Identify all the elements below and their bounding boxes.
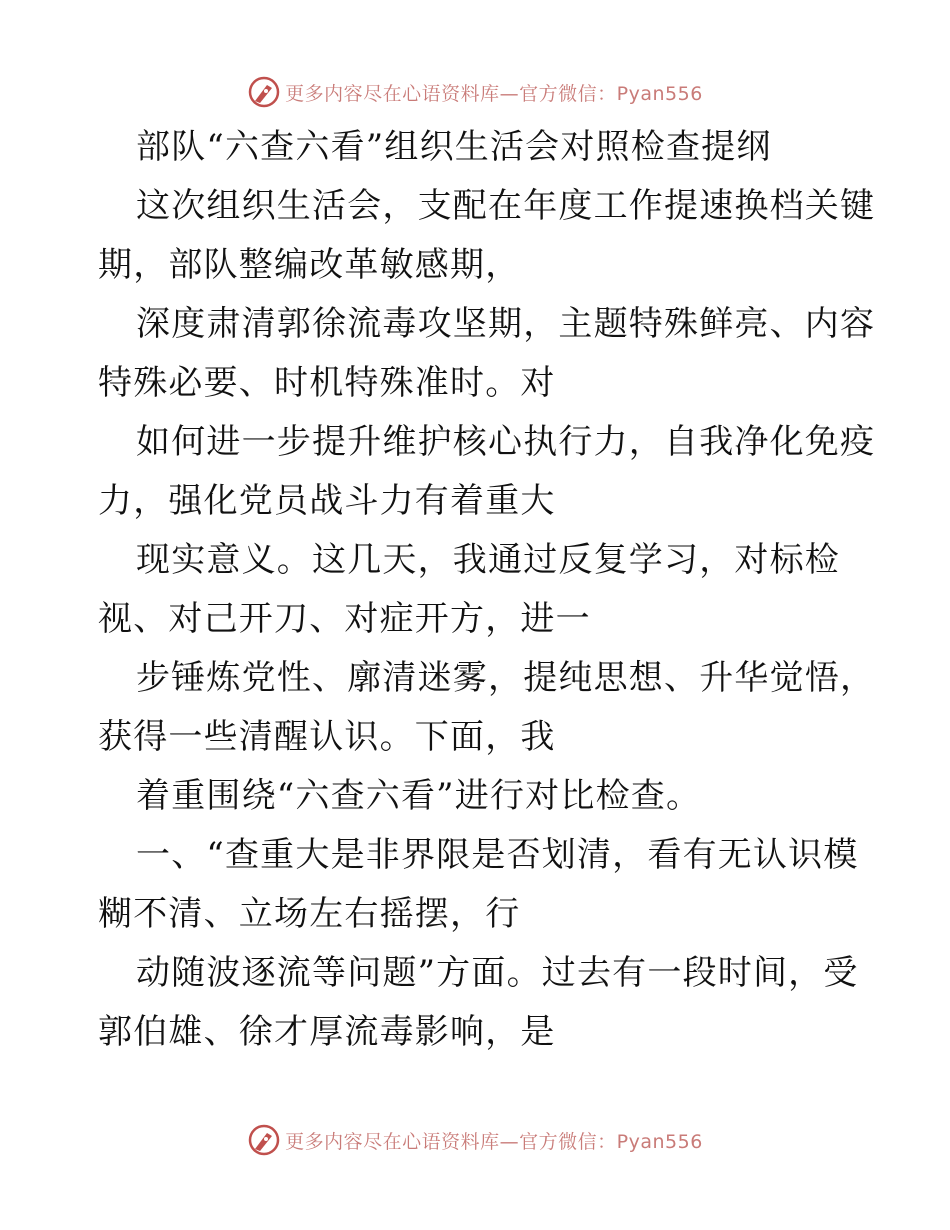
- paragraph-line: 郭伯雄、徐才厚流毒影响，是: [98, 1012, 556, 1052]
- paragraph-line: 获得一些清醒认识。下面，我: [98, 717, 556, 757]
- pen-nib-icon: [247, 1123, 281, 1157]
- header-text: 更多内容尽在心语资料库—官方微信：Pyan556: [285, 82, 703, 105]
- pen-nib-icon: [247, 75, 281, 109]
- document-title: 部队“六查六看”组织生活会对照检查提纲: [136, 127, 772, 167]
- paragraph-line: 现实意义。这几天，我通过反复学习，对标检: [136, 540, 840, 580]
- document-body: [98, 118, 876, 1062]
- paragraph-line: 这次组织生活会，支配在年度工作提速换档关键: [136, 186, 876, 226]
- paragraph-line: 力，强化党员战斗力有着重大: [98, 481, 556, 521]
- paragraph-line: 如何进一步提升维护核心执行力，自我净化免疫: [136, 422, 876, 462]
- paragraph-line: 期，部队整编改革敏感期，: [98, 245, 521, 285]
- watermark-footer: [0, 1120, 950, 1160]
- paragraph-line: 特殊必要、时机特殊准时。对: [98, 363, 556, 403]
- paragraph-line: 步锤炼党性、廓清迷雾，提纯思想、升华觉悟，: [136, 658, 876, 698]
- watermark-header: [0, 72, 950, 112]
- section-heading-line: 一、“查重大是非界限是否划清，看有无认识模: [136, 835, 859, 875]
- footer-text: 更多内容尽在心语资料库—官方微信：Pyan556: [285, 1130, 703, 1153]
- paragraph-line: 着重围绕“六查六看”进行对比检查。: [136, 776, 702, 816]
- paragraph-line: 视、对己开刀、对症开方，进一: [98, 599, 591, 639]
- paragraph-line: 动随波逐流等问题”方面。过去有一段时间，受: [136, 953, 859, 993]
- paragraph-line: 糊不清、立场左右摇摆，行: [98, 894, 521, 934]
- paragraph-line: 深度肃清郭徐流毒攻坚期，主题特殊鲜亮、内容: [136, 304, 876, 344]
